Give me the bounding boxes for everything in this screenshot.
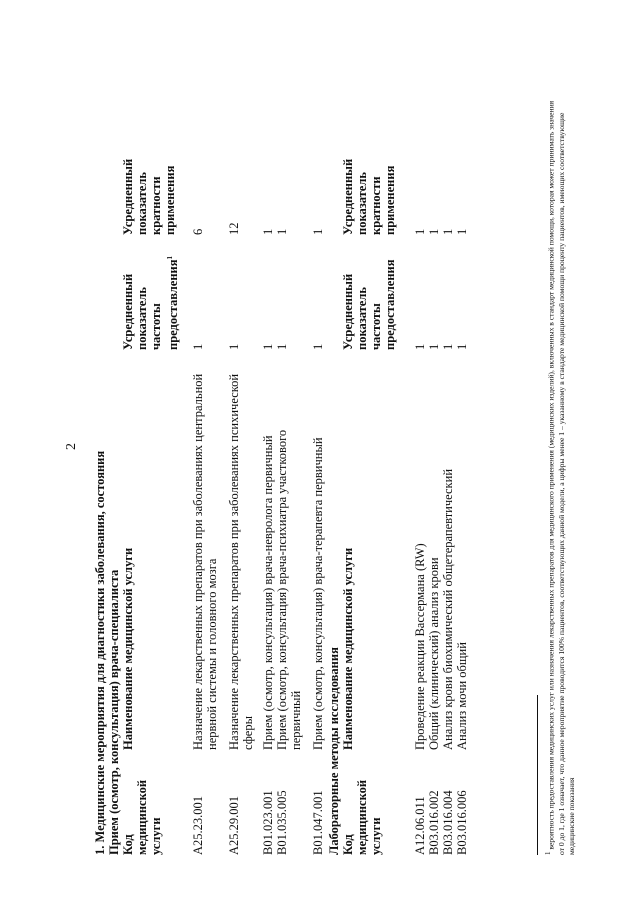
row-freq: 1 — [427, 343, 441, 350]
header-name: Наименование медицинской услуги — [341, 547, 355, 750]
footnote — [543, 95, 577, 855]
row-code: B01.023.001 — [261, 790, 275, 855]
row-freq: 1 — [275, 343, 289, 350]
row-name: Прием (осмотр, консультация) врача-невролога первичный — [261, 435, 275, 750]
row-name: Проведение реакции Вассермана (RW) — [413, 543, 427, 750]
row-mult: 1 — [275, 228, 289, 235]
row-freq: 1 — [455, 343, 469, 350]
group2-title: Лабораторные методы исследования — [327, 647, 341, 855]
row-mult: 1 — [427, 228, 441, 235]
group1-title: Прием (осмотр, консультация) врача-специалиста — [107, 569, 121, 855]
row-name: Назначение лекарственных препаратов при заболеваниях центральной нервной системы и головного мозга — [191, 373, 219, 750]
row-freq: 1 — [261, 343, 275, 350]
row-freq: 1 — [413, 343, 427, 350]
row-mult: 12 — [227, 222, 241, 235]
row-code: B03.016.002 — [427, 790, 441, 855]
header-mult: Усредненный показатель кратности применения — [341, 158, 397, 235]
row-freq: 1 — [191, 343, 205, 350]
header-mult: Усредненный показатель кратности применения — [121, 158, 177, 235]
row-code: B01.047.001 — [311, 790, 325, 855]
document-sheet — [85, 55, 605, 855]
footnote-mark: 1 — [544, 851, 552, 855]
row-name: Прием (осмотр, консультация) врача-терапевта первичный — [311, 437, 325, 750]
row-name: Анализ мочи общий — [455, 642, 469, 750]
row-mult: 1 — [261, 228, 275, 235]
section-title: 1. Медицинские мероприятия для диагностики заболевания, состояния — [93, 450, 107, 855]
row-mult: 1 — [311, 228, 325, 235]
page-number: 2 — [64, 443, 79, 450]
header-name: Наименование медицинской услуги — [121, 547, 135, 750]
row-code: A12.06.011 — [413, 796, 427, 855]
row-freq: 1 — [441, 343, 455, 350]
header-freq: Усредненный показатель частоты предоставления$^1$ — [121, 255, 181, 350]
row-code: B03.016.004 — [441, 790, 455, 855]
row-name: Назначение лекарственных препаратов при заболеваниях психической сферы — [227, 373, 255, 750]
header-freq: Усредненный показатель частоты предоставления — [341, 259, 397, 350]
row-code: B01.035.005 — [275, 790, 289, 855]
row-mult: 6 — [191, 228, 205, 235]
row-freq: 1 — [311, 343, 325, 350]
row-code: A25.29.001 — [227, 795, 241, 855]
footnote-text: вероятность предоставления медицинских услуг или назначения лекарственных препаратов для медицинского применения (медицинских изделий), включенных в стандарт медицинской помощи, которая может принимать значения от 0 до 1, где 1 означает, что данное мероприятие проводится 100% пациентов, соответствующих данной модели, а цифры менее 1 – указанному в стандарте медицинской помощи проценту пациентов, имеющих соответствующие медицинские показания — [546, 100, 576, 855]
row-code: B03.016.006 — [455, 790, 469, 855]
row-mult: 1 — [441, 228, 455, 235]
row-mult: 1 — [455, 228, 469, 235]
footnote-divider — [537, 695, 538, 855]
row-freq: 1 — [227, 343, 241, 350]
row-name: Прием (осмотр, консультация) врача-психиатра участкового первичный — [275, 429, 303, 750]
row-name: Общий (клинический) анализ крови — [427, 557, 441, 750]
header-code: Код медицинской услуги — [121, 779, 163, 855]
row-code: A25.23.001 — [191, 795, 205, 855]
row-name: Анализ крови биохимический общетерапевтический — [441, 468, 455, 750]
header-freq-footnote-mark: 1 — [166, 255, 174, 260]
header-code: Код медицинской услуги — [341, 779, 383, 855]
row-mult: 1 — [413, 228, 427, 235]
